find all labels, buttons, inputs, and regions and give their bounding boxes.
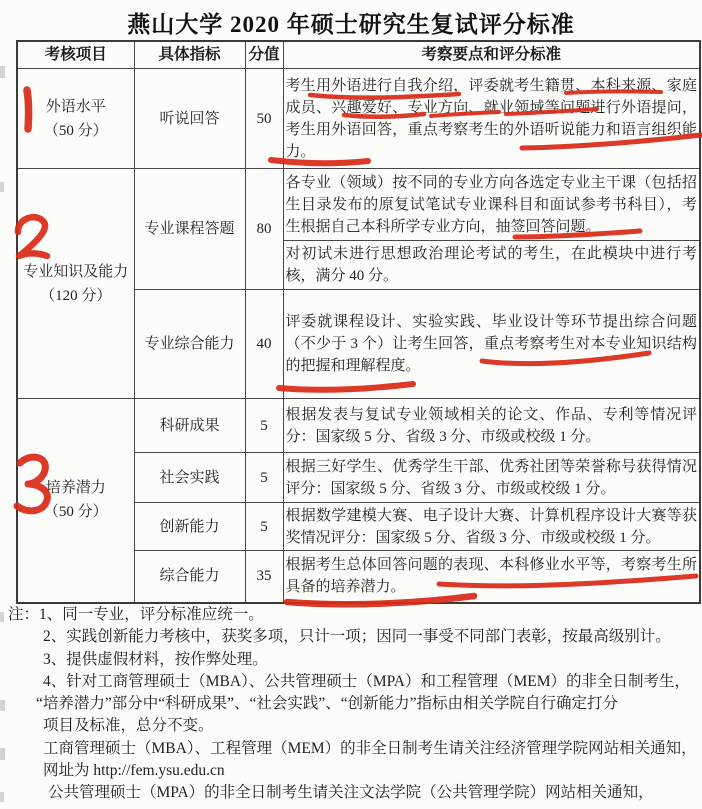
header-assessment-item: 考核项目 — [17, 41, 134, 69]
note-line: “培养潜力”部分中“科研成果”、“社会实践”、“创新能力”指标由相关学院自行确定打分 — [36, 695, 619, 713]
scan-artifact — [0, 748, 5, 760]
project-name: 外语水平 — [45, 98, 106, 115]
note-line: 注：1、同一专业，评分标准应统一。 — [8, 606, 264, 623]
criteria-text: 根据考生总体回答问题的表现、本科修业水平等，考察考生所具备的培养潜力。 — [283, 551, 700, 603]
indicator-innovation-ability: 创新能力 — [134, 503, 245, 551]
score-value: 5 — [245, 399, 283, 453]
indicator-listening-speaking: 听说回答 — [134, 69, 245, 169]
project-score: （50 分） — [43, 504, 108, 521]
page-title: 燕山大学 2020 年硕士研究生复试评分标准 — [127, 12, 575, 37]
score-value: 50 — [245, 69, 283, 169]
criteria-text: 根据三好学生、优秀学生干部、优秀社团等荣誉称号获得情况评分：国家级 5 分、省级 3 分、市级或校级 1 分。 — [283, 453, 700, 503]
table-row — [17, 399, 700, 453]
scan-artifact — [0, 182, 4, 192]
indicator-comprehensive-professional: 专业综合能力 — [134, 290, 245, 399]
note-line: 项目及标准，总分不变。 — [43, 717, 214, 735]
project-score: （120 分） — [40, 287, 112, 304]
score-value: 5 — [245, 503, 283, 551]
criteria-text: 考生用外语进行自我介绍，评委就考生籍贯、本科来源、家庭成员、兴趣爱好、专业方向、就业领域等问题进行外语提问，考生用外语回答，重点考察考生的外语听说能力和语言组织能力。 — [283, 69, 700, 169]
criteria-text: 根据发表与复试专业领域相关的论文、作品、专利等情况评分：国家级 5 分、省级 3 分、市级或校级 1 分。 — [283, 399, 700, 453]
header-criteria: 考察要点和评分标准 — [283, 41, 700, 69]
indicator-comprehensive-ability: 综合能力 — [134, 551, 245, 603]
criteria-text: 评委就课程设计、实验实践、毕业设计等环节提出综合问题（不少于 3 个）让考生回答，重点考察考生对本专业知识结构的把握和理解程度。 — [283, 290, 700, 399]
project-score: （50 分） — [43, 122, 108, 139]
footnotes — [8, 604, 698, 805]
note-line: 3、提供虚假材料，按作弊处理。 — [43, 650, 268, 668]
project-training-potential — [17, 399, 134, 603]
score-value: 80 — [245, 169, 283, 290]
scan-artifact — [0, 792, 4, 802]
indicator-course-answer: 专业课程答题 — [134, 169, 245, 290]
project-name: 专业知识及能力 — [23, 263, 129, 280]
header-specific-indicator: 具体指标 — [134, 41, 245, 69]
scan-artifact — [0, 700, 5, 711]
scoring-standard-table — [16, 40, 701, 604]
project-name: 培养潜力 — [45, 480, 106, 497]
note-line: 网址为 http://fem.ysu.edu.cn — [43, 762, 225, 780]
score-value: 35 — [245, 551, 283, 603]
table-row — [17, 69, 700, 169]
criteria-text: 根据数学建模大赛、电子设计大赛、计算机程序设计大赛等获奖情况评分：国家级 5 分、省级 3 分、市级或校级 1 分。 — [283, 503, 700, 551]
scan-artifact — [0, 66, 5, 78]
table-row — [17, 169, 700, 241]
criteria-text: 各专业（领域）按不同的专业方向各选定专业主干课（包括招生目录发布的原复试笔试专业课科目和面试参考书科目），考生根据自己本科所学专业方向，抽签回答问题。 — [283, 169, 700, 241]
header-score-value: 分值 — [245, 41, 283, 69]
table-header-row — [17, 41, 700, 69]
note-line: 公共管理硕士（MPA）的非全日制考生请关注文法学院（公共管理学院）网站相关通知， — [48, 784, 654, 802]
scan-artifact — [0, 612, 4, 622]
note-line: 2、实践创新能力考核中，获奖多项，只计一项；因同一事受不同部门表彰，按最高级别计。 — [43, 628, 671, 646]
criteria-text: 对初试未进行思想政治理论考试的考生，在此模块中进行考核，满分 40 分。 — [283, 241, 700, 290]
score-value: 40 — [245, 290, 283, 399]
project-foreign-language — [17, 69, 134, 169]
indicator-research-achievements: 科研成果 — [134, 399, 245, 453]
indicator-social-practice: 社会实践 — [134, 453, 245, 503]
note-line: 工商管理硕士（MBA）、工程管理（MEM）的非全日制考生请关注经济管理学院网站相关通知， — [43, 739, 697, 757]
score-value: 5 — [245, 453, 283, 503]
project-professional-knowledge — [17, 169, 134, 399]
note-line: 4、针对工商管理硕士（MBA）、公共管理硕士（MPA）和工程管理（MEM）的非全日制考生， — [43, 672, 691, 690]
